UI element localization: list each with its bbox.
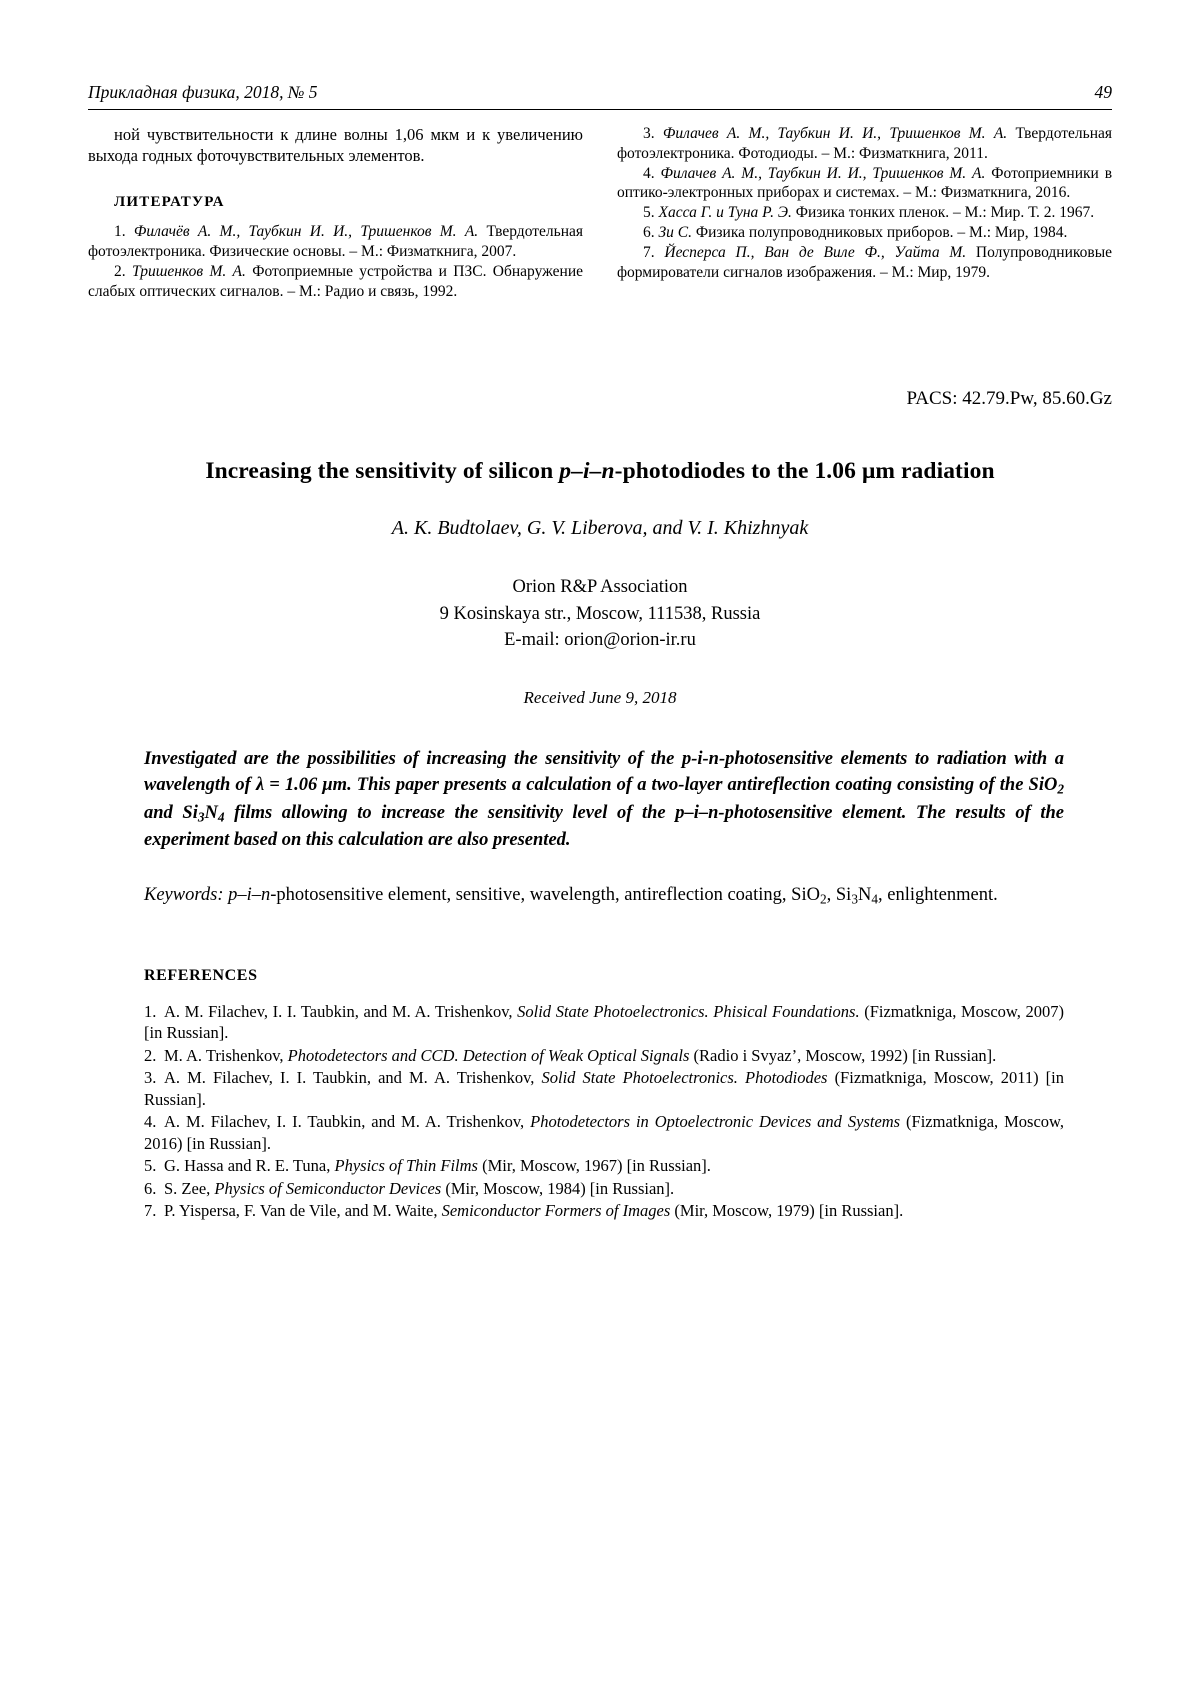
reference-number: 2. (144, 1045, 157, 1065)
reference-item (144, 1067, 1064, 1110)
reference-number: 1. (144, 1002, 157, 1022)
two-column-block (88, 124, 1112, 302)
reference-text: S. Zee, Physics of Semiconductor Devices (Mir, Moscow, 1984) [in Russian]. (164, 1178, 675, 1198)
running-head (88, 82, 1112, 110)
reference-text: A. M. Filachev, I. I. Taubkin, and M. A. Trishenkov, Solid State Photoelectronics. Photodiodes (Fizmatkniga, Moscow, 2011) [in Russian]. (144, 1068, 1065, 1109)
reference-item (144, 1178, 1064, 1199)
right-column (617, 124, 1112, 302)
received-date: Received June 9, 2018 (523, 688, 677, 708)
ru-reference-item: 2. Тришенков М. А. Фотоприемные устройства и ПЗС. Обнаружение слабых оптических сигналов. – М.: Радио и связь, 1992. (88, 263, 583, 300)
affiliation (88, 574, 1112, 654)
reference-number: 5. (144, 1156, 157, 1176)
left-column (88, 124, 583, 302)
affiliation-line: 9 Kosinskaya str., Moscow, 111538, Russia (439, 603, 761, 624)
ru-reference-item: 7. Йесперса П., Ван де Виле Ф., Уайта М. Полупроводниковые формирователи сигналов изображения. – М.: Мир, 1979. (617, 243, 1112, 281)
affiliation-line: Orion R&P Association (512, 576, 688, 597)
ru-reference-item: 3. Филачев А. М., Таубкин И. И., Тришенков М. А. Твердотельная фотоэлектроника. Фотодиоды. – М.: Физматкнига, 2011. (617, 125, 1112, 162)
reference-item (144, 1001, 1064, 1044)
references-heading: REFERENCES (144, 967, 258, 985)
ru-reference-item: 6. Зи С. Физика полупроводниковых приборов. – М.: Мир, 1984. (643, 224, 1068, 242)
reference-item (144, 1045, 1064, 1066)
reference-text: M. A. Trishenkov, Photodetectors and CCD. Detection of Weak Optical Signals (Radio i Svyaz’, Moscow, 1992) [in Russian]. (164, 1045, 997, 1065)
ru-reference-item: 5. Хасса Г. и Туна Р. Э. Физика тонких пленок. – М.: Мир. Т. 2. 1967. (643, 204, 1095, 222)
journal-title: Прикладная физика, 2018, № 5 (88, 82, 318, 102)
abstract: Investigated are the possibilities of increasing the sensitivity of the p-i-n-photosensitive elements to radiation with a wavelength of λ = 1.06 μm. This paper presents a calculation of a two-layer antireflection coating consisting of the SiO$_2$ and $Si_3N_4$ films allowing to increase the sensitivity level of the p–i–n-photosensitive element. The results of the experiment based on this calculation are also presented. (144, 749, 1065, 850)
reference-text: A. M. Filachev, I. I. Taubkin, and M. A. Trishenkov, Photodetectors in Optoelectronic Devices and Systems (Fizmatkniga, Moscow, 2016) [in Russian]. (144, 1112, 1064, 1153)
keywords: Keywords: p–i–n-photosensitive element, sensitive, wavelength, antireflection coating, SiO$_2$, $Si_3N_4$, enlightenment. (144, 885, 998, 907)
ru-reference-item: 1. Филачёв А. М., Таубкин И. И., Тришенков М. А. Твердотельная фотоэлектроника. Физические основы. – М.: Физматкнига, 2007. (88, 223, 583, 261)
article-authors: A. K. Budtolaev, G. V. Liberova, and V. I. Khizhnyak (391, 516, 809, 539)
reference-item (144, 1111, 1064, 1154)
reference-text: G. Hassa and R. E. Tuna, Physics of Thin Films (Mir, Moscow, 1967) [in Russian]. (164, 1156, 711, 1176)
reference-item (144, 1155, 1064, 1176)
reference-text: P. Yispersa, F. Van de Vile, and M. Waite, Semiconductor Formers of Images (Mir, Moscow, 1979) [in Russian]. (164, 1200, 904, 1220)
ru-reference-item: 4. Филачев А. М., Таубкин И. И., Тришенков М. А. Фотоприемники в оптико-электронных приборах и системах. – М.: Физматкнига, 2016. (617, 164, 1113, 202)
literature-heading: ЛИТЕРАТУРА (114, 193, 225, 210)
reference-item (144, 1200, 1064, 1221)
references-list (144, 1001, 1064, 1221)
page-number: 49 (1094, 82, 1112, 102)
reference-text: A. M. Filachev, I. I. Taubkin, and M. A. Trishenkov, Solid State Photoelectronics. Phisical Foundations. (Fizmatkniga, Moscow, 2007) [in Russian]. (144, 1002, 1064, 1043)
article-title: Increasing the sensitivity of silicon p–i–n-photodiodes to the 1.06 μm radiation (205, 457, 995, 484)
reference-number: 3. (144, 1068, 157, 1088)
affiliation-email: E-mail: orion@orion-ir.ru (504, 630, 696, 651)
reference-number: 6. (144, 1178, 157, 1198)
reference-number: 7. (144, 1200, 157, 1220)
pacs-codes: PACS: 42.79.Pw, 85.60.Gz (906, 387, 1112, 409)
reference-number: 4. (144, 1112, 157, 1132)
page-content (88, 82, 1112, 1222)
continued-paragraph: ной чувствительности к длине волны 1,06 мкм и к увеличению выхода годных фоточувствительных элементов. (88, 125, 583, 166)
